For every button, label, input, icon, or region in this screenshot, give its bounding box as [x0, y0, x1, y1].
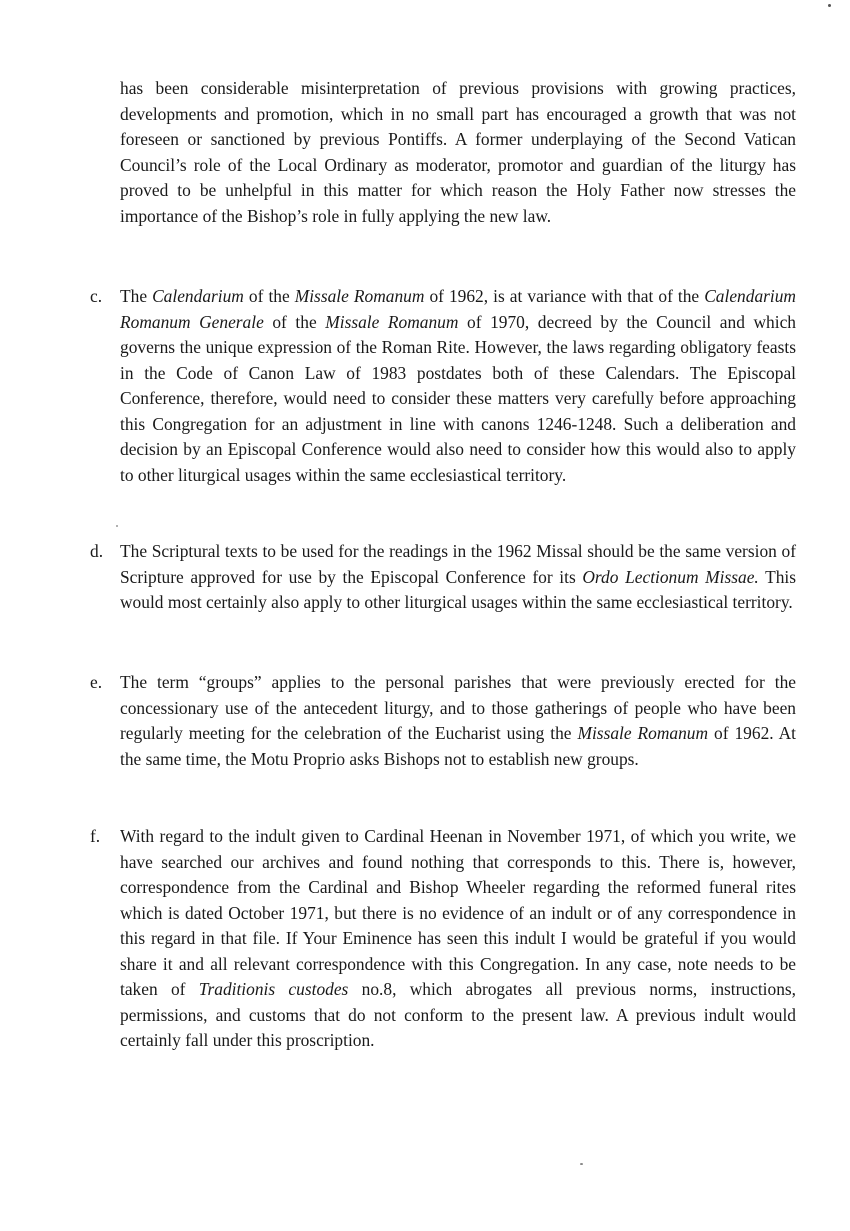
- list-text-d: The Scriptural texts to be used for the readings in the 1962 Missal should be the same version of Scripture approved for use by the Episcopal Conference for its Ordo Lectionum Missae. This would most certainly also apply to other liturgical usages within the same ecclesiastical territory.: [120, 541, 797, 612]
- intro-paragraph: has been considerable misinterpretation of previous provisions with growing practices, developments and promotion, which in no small part has encouraged a growth that was not foreseen or sanctioned by previous Pontiffs. A former underplaying of the Second Vatican Council’s role of the Local Ordinary as moderator, promotor and guardian of the liturgy has proved to be unhelpful in this matter for which reason the Holy Father now stresses the importance of the Bishop’s role in fully applying the new law.: [120, 78, 796, 226]
- list-item-e: [90, 670, 796, 772]
- list-item-d: [90, 539, 796, 616]
- list-item-f: [90, 824, 796, 1054]
- list-marker-d: d.: [90, 541, 104, 561]
- list-marker-f: f.: [90, 826, 101, 846]
- list-item-c: [90, 284, 796, 488]
- scan-speck: [116, 525, 118, 527]
- list-text-f: With regard to the indult given to Cardinal Heenan in November 1971, of which you write, we have searched our archives and found nothing that corresponds to this. There is, however, correspondence from the Cardinal and Bishop Wheeler regarding the reformed funeral rites which is dated October 1971, but there is no evidence of an indult or of any correspondence in this regard in that file. If Your Eminence has seen this indult I would be grateful if you would share it and all relevant correspondence with this Congregation. In any case, note needs to be taken of Traditionis custodes no.8, which abrogates all previous norms, instructions, permissions, and customs that do not conform to the present law. A previous indult would certainly fall under this proscription.: [120, 826, 797, 1050]
- list-text-c: The Calendarium of the Missale Romanum of 1962, is at variance with that of the Calendarium Romanum Generale of the Missale Romanum of 1970, decreed by the Council and which governs the unique expression of the Roman Rite. However, the laws regarding obligatory feasts in the Code of Canon Law of 1983 postdates both of these Calendars. The Episcopal Conference, therefore, would need to consider these matters very carefully before approaching this Congregation for an adjustment in line with canons 1246-1248. Such a deliberation and decision by an Episcopal Conference would also need to consider how this would also to apply to other liturgical usages within the same ecclesiastical territory.: [120, 286, 796, 485]
- scan-speck: [828, 4, 831, 7]
- list-text-e: The term “groups” applies to the personal parishes that were previously erected for the concessionary use of the antecedent liturgy, and to those gatherings of people who have been regularly meeting for the celebration of the Eucharist using the Missale Romanum of 1962. At the same time, the Motu Proprio asks Bishops not to establish new groups.: [120, 672, 796, 769]
- list-marker-c: c.: [90, 286, 103, 306]
- scan-speck: [580, 1163, 583, 1165]
- list-marker-e: e.: [90, 672, 103, 692]
